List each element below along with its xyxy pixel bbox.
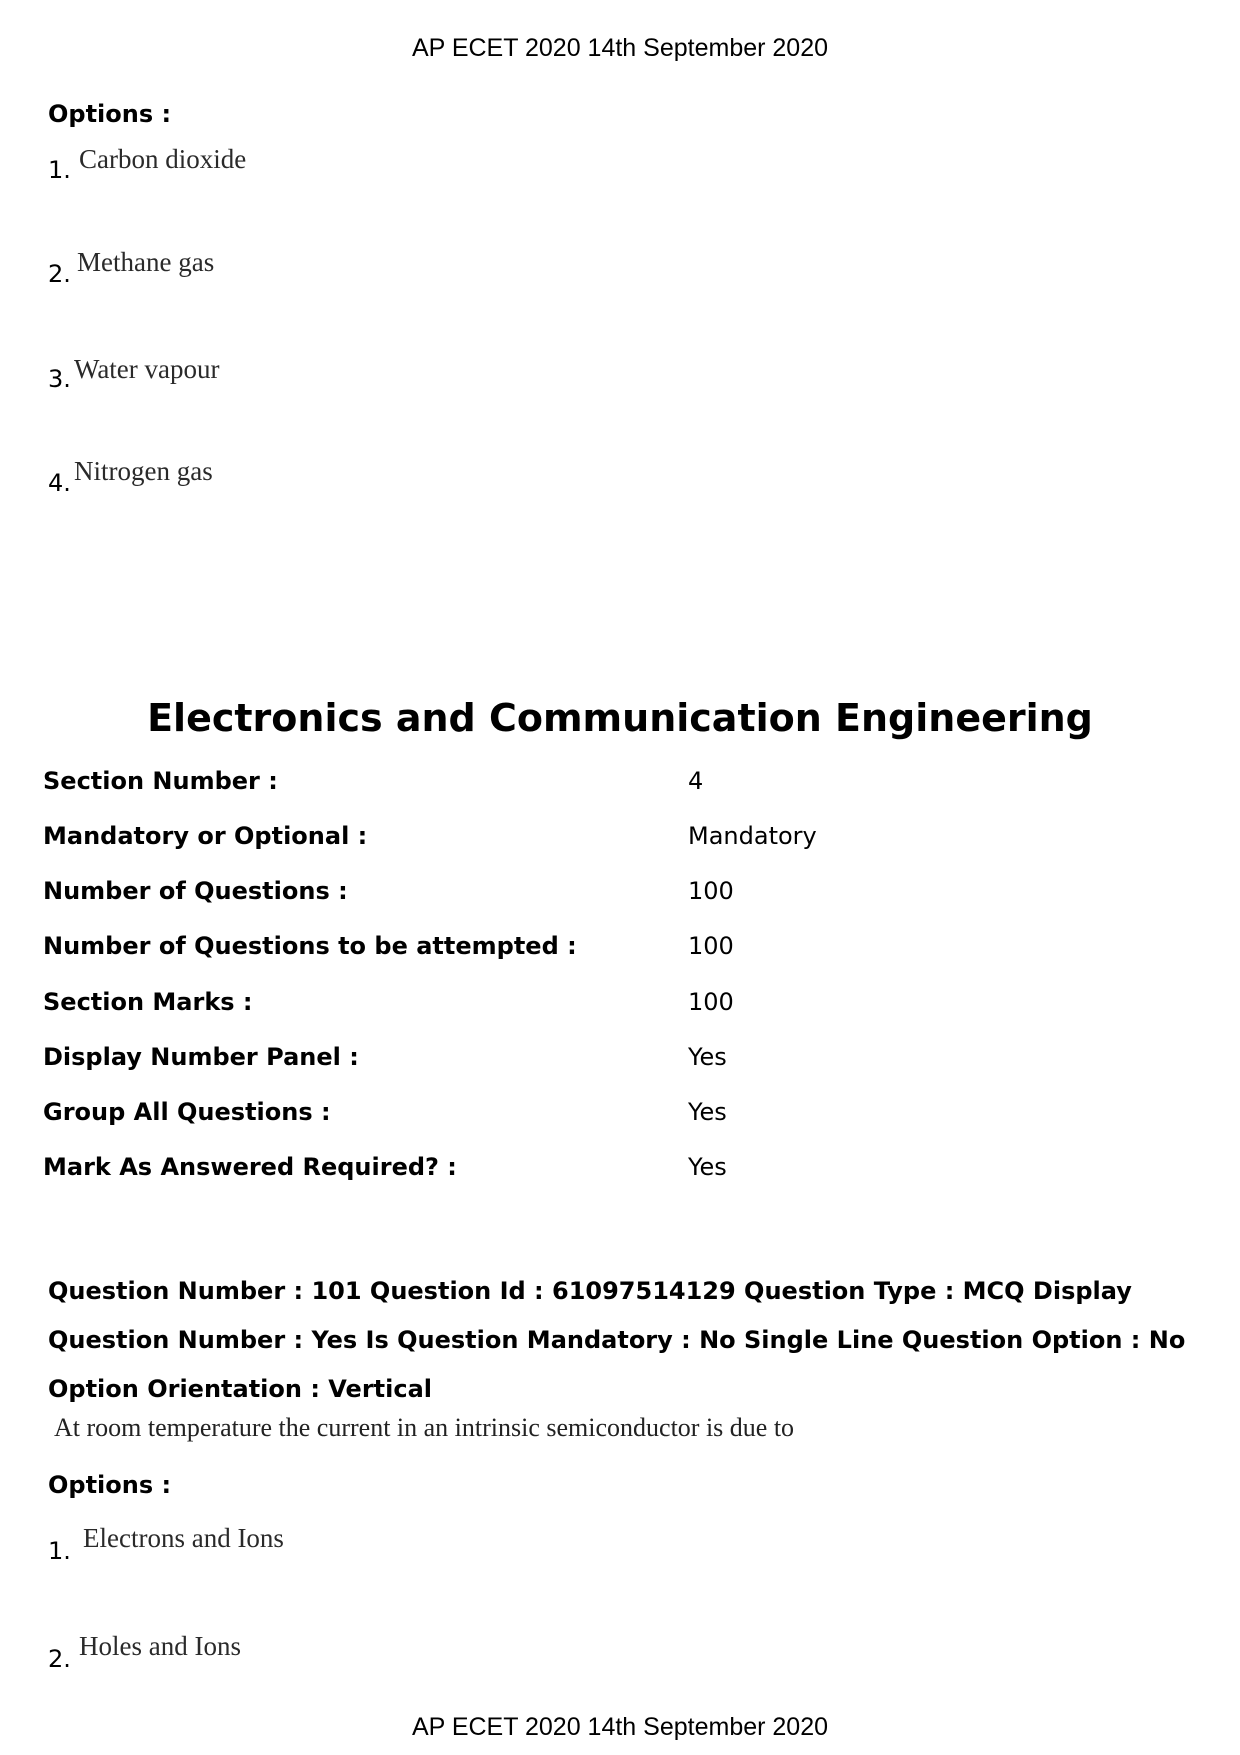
question-text: At room temperature the current in an intrinsic semiconductor is due to [54,1413,795,1442]
options-label: Options : [48,100,172,128]
option-text: Carbon dioxide [79,144,247,174]
option-number: 3. [48,365,71,393]
info-label: Number of Questions to be attempted : [43,932,577,960]
option-text: Nitrogen gas [74,456,213,486]
info-value: 100 [688,988,734,1016]
info-value: Mandatory [688,822,817,850]
info-value: 100 [688,877,734,905]
question-meta: Question Number : 101 Question Id : 61097514129 Question Type : MCQ Display Question Number : Yes Is Question Mandatory : No Single Line Question Option : No Option Orientation : Vertical [48,1277,1186,1403]
info-value: 4 [688,767,704,795]
option-number: 1. [48,1537,71,1565]
info-label: Section Number : [43,767,278,795]
info-value: Yes [688,1098,727,1126]
info-label: Number of Questions : [43,877,348,905]
option-number: 4. [48,469,71,497]
info-label: Mandatory or Optional : [43,822,368,850]
page-footer: AP ECET 2020 14th September 2020 [411,1713,829,1741]
info-value: Yes [688,1153,727,1181]
option-number: 2. [48,260,71,288]
info-label: Mark As Answered Required? : [43,1153,457,1181]
section-title: Electronics and Communication Engineering [147,696,1093,740]
option-text: Water vapour [74,354,220,384]
info-value: Yes [688,1043,727,1071]
option-text: Electrons and Ions [83,1523,284,1553]
option-number: 2. [48,1645,71,1673]
info-label: Display Number Panel : [43,1043,359,1071]
option-text: Holes and Ions [79,1631,241,1661]
options-label: Options : [48,1471,172,1499]
option-number: 1. [48,156,71,184]
page-header: AP ECET 2020 14th September 2020 [411,34,829,62]
info-label: Section Marks : [43,988,253,1016]
info-label: Group All Questions : [43,1098,331,1126]
option-text: Methane gas [77,247,215,277]
info-value: 100 [688,932,734,960]
